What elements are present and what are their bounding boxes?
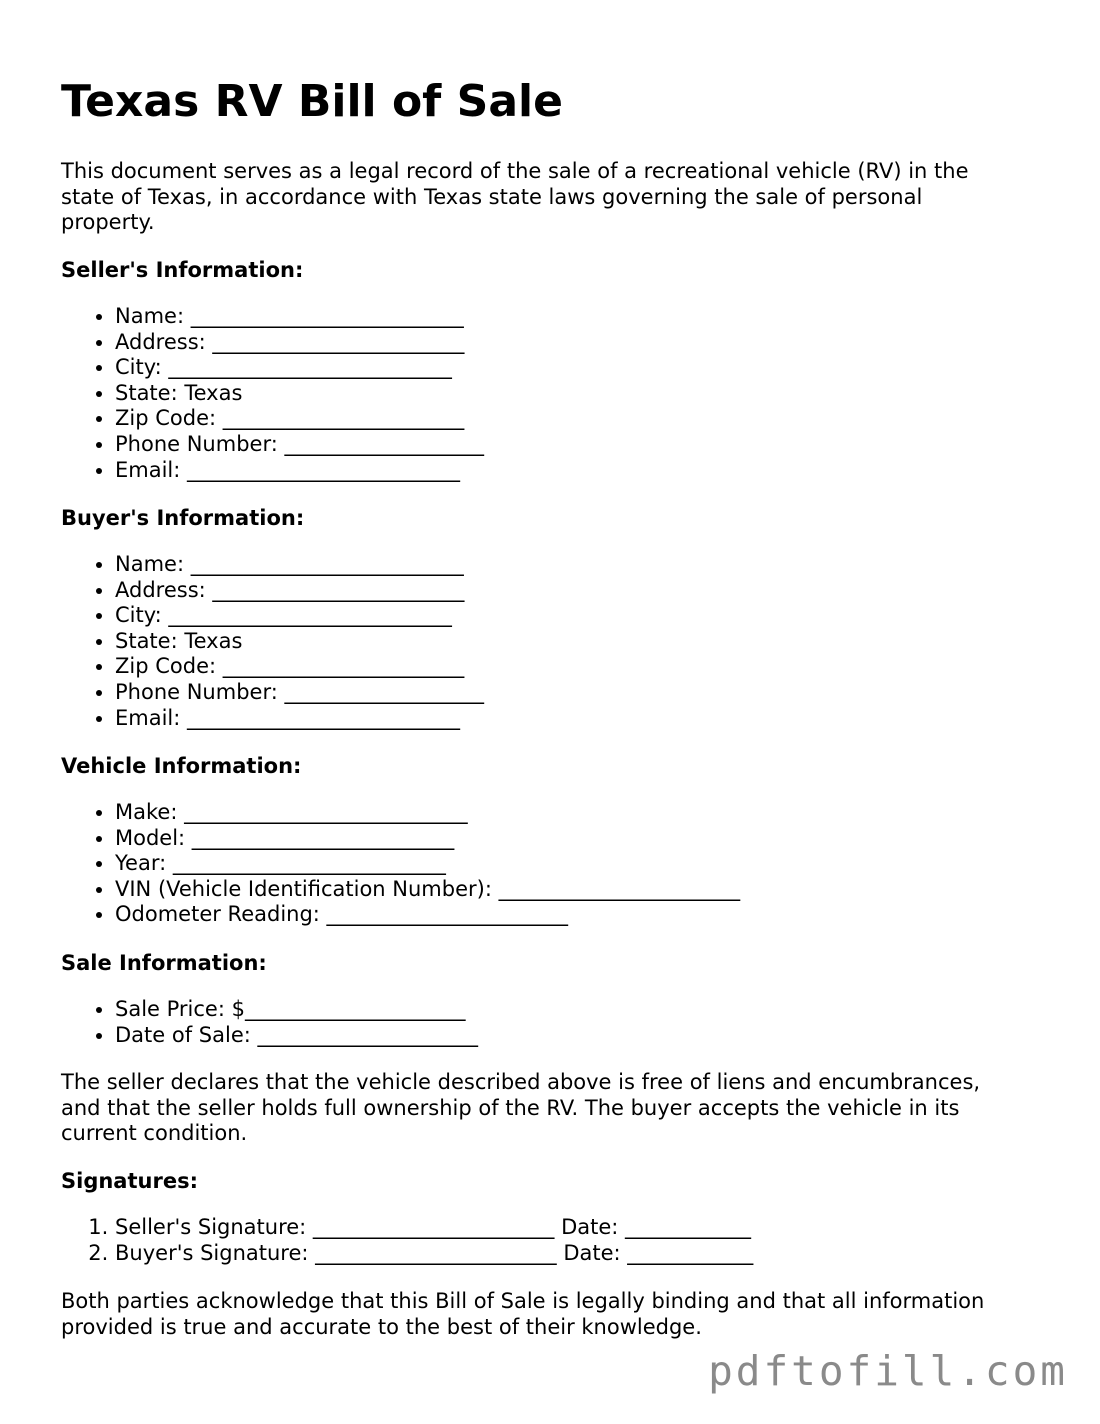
sale-section xyxy=(61,950,267,976)
sale-date-field[interactable]: • Date of Sale: _____________________ xyxy=(115,1023,478,1049)
signatures-section xyxy=(61,1168,198,1194)
seller-heading: Seller's Information: xyxy=(61,258,304,282)
sale-price-field[interactable]: • Sale Price: $_____________________ xyxy=(115,997,478,1023)
sale-fields xyxy=(61,997,478,1048)
vehicle-fields xyxy=(61,800,740,928)
vehicle-make-field[interactable]: • Make: ___________________________ xyxy=(115,800,740,826)
buyer-name-field[interactable]: • Name: __________________________ xyxy=(115,552,484,578)
closing-paragraph: Both parties acknowledge that this Bill of Sale is legally binding and that all information provided is true and accurate to the best of their knowledge. xyxy=(61,1289,985,1339)
seller-phone-field[interactable]: • Phone Number: ___________________ xyxy=(115,432,484,458)
buyer-phone-field[interactable]: • Phone Number: ___________________ xyxy=(115,680,484,706)
signatures-heading: Signatures: xyxy=(61,1169,198,1193)
seller-name-field[interactable]: • Name: __________________________ xyxy=(115,304,484,330)
seller-address-field[interactable]: • Address: ________________________ xyxy=(115,330,484,356)
buyer-city-field[interactable]: • City: ___________________________ xyxy=(115,603,484,629)
seller-zip-field[interactable]: • Zip Code: _______________________ xyxy=(115,406,484,432)
vehicle-heading: Vehicle Information: xyxy=(61,754,302,778)
buyer-heading: Buyer's Information: xyxy=(61,506,305,530)
buyer-state-field: • State: Texas xyxy=(115,629,484,655)
vehicle-model-field[interactable]: • Model: _________________________ xyxy=(115,826,740,852)
seller-fields xyxy=(61,304,484,483)
signature-fields xyxy=(61,1215,753,1266)
seller-signature-field[interactable]: 1. Seller's Signature: _______________________ Date: ____________ xyxy=(115,1215,753,1241)
vehicle-vin-field[interactable]: • VIN (Vehicle Identification Number): _______________________ xyxy=(115,877,740,903)
seller-city-field[interactable]: • City: ___________________________ xyxy=(115,355,484,381)
buyer-address-field[interactable]: • Address: ________________________ xyxy=(115,578,484,604)
watermark: pdftofill.com xyxy=(708,1347,1068,1395)
sale-heading: Sale Information: xyxy=(61,951,267,975)
intro-paragraph: This document serves as a legal record of the sale of a recreational vehicle (RV) in the state of Texas, in accordance with Texas state laws governing the sale of personal property. xyxy=(61,159,969,235)
buyer-fields xyxy=(61,552,484,731)
seller-state-field: • State: Texas xyxy=(115,381,484,407)
buyer-email-field[interactable]: • Email: __________________________ xyxy=(115,706,484,732)
vehicle-year-field[interactable]: • Year: __________________________ xyxy=(115,851,740,877)
buyer-section xyxy=(61,505,304,531)
vehicle-section xyxy=(61,753,301,779)
document-title: Texas RV Bill of Sale xyxy=(61,76,563,127)
vehicle-odometer-field[interactable]: • Odometer Reading: _______________________ xyxy=(115,902,740,928)
seller-email-field[interactable]: • Email: __________________________ xyxy=(115,458,484,484)
buyer-zip-field[interactable]: • Zip Code: _______________________ xyxy=(115,654,484,680)
buyer-signature-field[interactable]: 2. Buyer's Signature: _______________________ Date: ____________ xyxy=(115,1241,753,1267)
declaration-paragraph: The seller declares that the vehicle described above is free of liens and encumbrances, and that the seller holds full ownership of the RV. The buyer accepts the vehicle in its current condition. xyxy=(61,1070,981,1146)
seller-section xyxy=(61,257,303,283)
